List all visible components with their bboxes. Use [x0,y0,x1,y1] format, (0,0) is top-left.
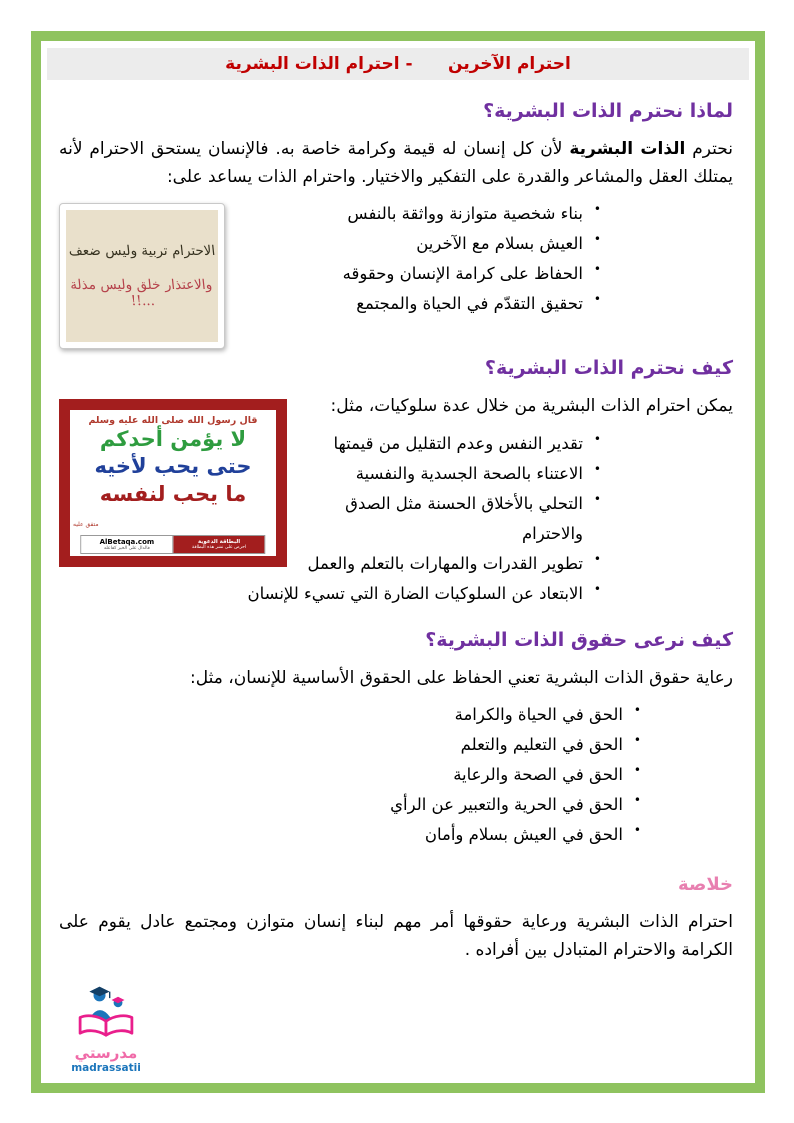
list-item: • العيش بسلام مع الآخرين [59,229,605,259]
hadith-footer-name-sub: احرص على نشر هذه البطاقة [192,545,247,551]
heading-how-respect: كيف نحترم الذات البشرية؟ [484,357,733,380]
page-title: احترام الآخرين - احترام الذات البشرية [225,54,571,74]
hadith-footer-name: البطاقة الدعوية [197,538,241,545]
list-item: • الحق في التعليم والتعلم [59,730,645,760]
calligraphy-line-black: الاحترام تربية وليس ضعف [67,243,217,260]
header-bar [47,48,749,80]
list-item: • التحلي بالأخلاق الحسنة مثل الصدق والاحترام [59,489,605,549]
list-item: • تطوير القدرات والمهارات بالتعلم والعمل [59,549,605,579]
list-item: • الحفاظ على كرامة الإنسان وحقوقه [59,259,605,289]
hadith-source-text: متفق عليه [73,521,99,529]
calligraphy-line-red: والاعتذار خلق وليس مذلة ...!! [69,277,213,310]
paragraph-why-rest: لأن كل إنسان له قيمة وكرامة خاصة به. فالإنسان يستحق الاحترام لأنه يمتلك العقل والمشاعر والقدرة على التفكير والاختيار. واحترام الذات يساعد على: [59,139,733,187]
paragraph-why-prefix: نحترم [685,139,733,159]
paragraph-how-respect: يمكن احترام الذات البشرية من خلال عدة سلوكيات، مثل: [330,396,733,417]
document-body [47,100,749,972]
list-item: • تحقيق التقدّم في الحياة والمجتمع [59,289,605,319]
list-item: • الاعتناء بالصحة الجسدية والنفسية [59,459,605,489]
list-item: • الابتعاد عن السلوكيات الضارة التي تسيء للإنسان [59,579,605,609]
bullet-list-how [59,429,733,609]
list-item: • الحق في الحرية والتعبير عن الرأي [59,790,645,820]
heading-summary: خلاصة [678,874,733,896]
logo-latin-name: madrassatii [71,1062,141,1075]
hadith-intro-text: قال رسول الله صلى الله عليه وسلم [88,415,258,427]
list-item: • الحق في الصحة والرعاية [59,760,645,790]
hadith-line-1: لا يؤمن أحدكم [99,427,247,452]
list-item: • الحق في الحياة والكرامة [59,700,645,730]
hadith-footer-site-sub: فالدال على الخير كفاعله [104,546,150,552]
madrassatii-logo [63,983,149,1075]
madrassatii-logo-icon [69,983,143,1041]
bullet-list-why [59,199,733,319]
paragraph-summary: احترام الذات البشرية ورعاية حقوقها أمر مهم لبناء إنسان متوازن ومجتمع عادل يقوم على الكرامة والاحترام المتبادل بين أفراده . [59,912,733,960]
heading-why-respect: لماذا نحترم الذات البشرية؟ [483,100,733,122]
bullet-list-rights [59,700,733,850]
list-item: • الحق في العيش بسلام وأمان [59,820,645,850]
heading-rights: كيف نرعى حقوق الذات البشرية؟ [425,628,733,651]
list-item: • تقدير النفس وعدم التقليل من قيمتها [59,429,605,459]
paragraph-why-respect [59,136,733,191]
page-frame [31,31,765,1093]
hadith-line-2: حتى يحب لأخيه [94,454,252,479]
hadith-footer-site: AlBetaqa.com [99,537,155,546]
list-item: • بناء شخصية متوازنة وواثقة بالنفس [59,199,605,229]
logo-arabic-name: مدرستي [74,1044,138,1063]
paragraph-rights: رعاية حقوق الذات البشرية تعني الحفاظ على الحقوق الأساسية للإنسان، مثل: [189,667,733,688]
hadith-line-3: ما يحب لنفسه [99,481,247,506]
paragraph-why-bold-term: الذات البشرية [569,139,686,159]
